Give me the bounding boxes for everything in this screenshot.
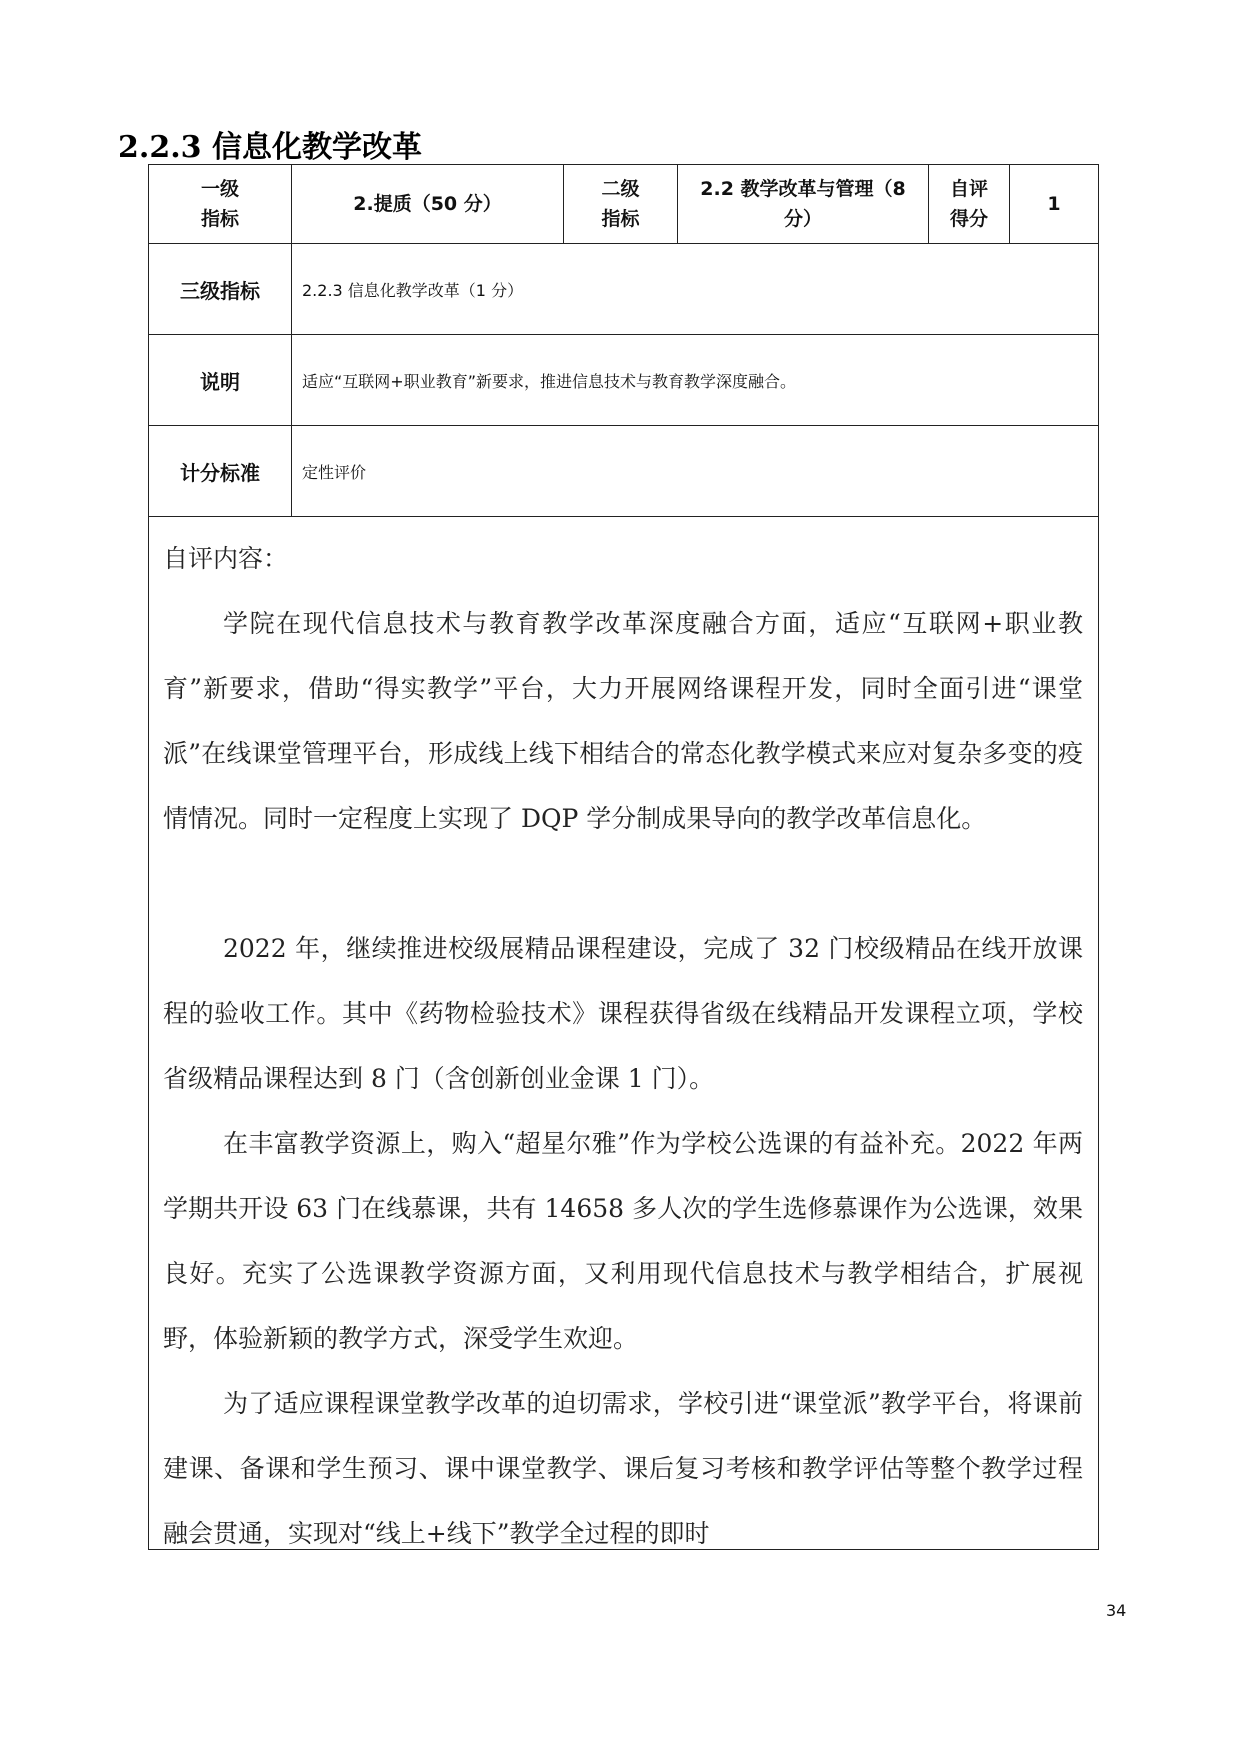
scoring-standard-label: 计分标准: [149, 426, 292, 517]
self-score-value: 1: [1010, 165, 1099, 244]
page-number: 34: [1106, 1601, 1127, 1620]
section-heading: 2.2.3 信息化教学改革: [118, 130, 422, 165]
description-value: 适应“互联网+职业教育”新要求，推进信息技术与教育教学深度融合。: [292, 335, 1099, 426]
description-label: 说明: [149, 335, 292, 426]
self-score-label: 自评 得分: [929, 165, 1010, 244]
self-evaluation-cell: [149, 517, 1099, 1550]
paragraph-4: 为了适应课程课堂教学改革的迫切需求，学校引进“课堂派”教学平台，将课前建课、备课和学生预习、课中课堂教学、课后复习考核和教学评估等整个教学过程融会贯通，实现对“线上+线下”教学全过程的即时: [163, 1389, 1083, 1548]
level2-label: 二级 指标: [564, 165, 678, 244]
level3-value: 2.2.3 信息化教学改革（1 分）: [292, 244, 1099, 335]
level1-value: 2.提质（50 分）: [292, 165, 564, 244]
evaluation-table: [148, 164, 1099, 1550]
level1-label: 一级 指标: [149, 165, 292, 244]
scoring-standard-value: 定性评价: [292, 426, 1099, 517]
self-evaluation-title: 自评内容：: [163, 544, 289, 573]
level2-value: 2.2 教学改革与管理（8 分）: [678, 165, 929, 244]
paragraph-2: 2022 年，继续推进校级展精品课程建设，完成了 32 门校级精品在线开放课程的验收工作。其中《药物检验技术》课程获得省级在线精品开发课程立项，学校省级精品课程达到 8 门（含创新创业金课 1 门）。: [163, 934, 1083, 1093]
paragraph-3: 在丰富教学资源上，购入“超星尔雅”作为学校公选课的有益补充。2022 年两学期共开设 63 门在线慕课，共有 14658 多人次的学生选修慕课作为公选课，效果良好。充实了公选课教学资源方面，又利用现代信息技术与教学相结合，扩展视野，体验新颖的教学方式，深受学生欢迎。: [163, 1129, 1083, 1353]
level3-label: 三级指标: [149, 244, 292, 335]
paragraph-1: 学院在现代信息技术与教育教学改革深度融合方面，适应“互联网+职业教育”新要求，借助“得实教学”平台，大力开展网络课程开发，同时全面引进“课堂派”在线课堂管理平台，形成线上线下相结合的常态化教学模式来应对复杂多变的疫情情况。同时一定程度上实现了 DQP 学分制成果导向的教学改革信息化。: [163, 609, 1083, 833]
